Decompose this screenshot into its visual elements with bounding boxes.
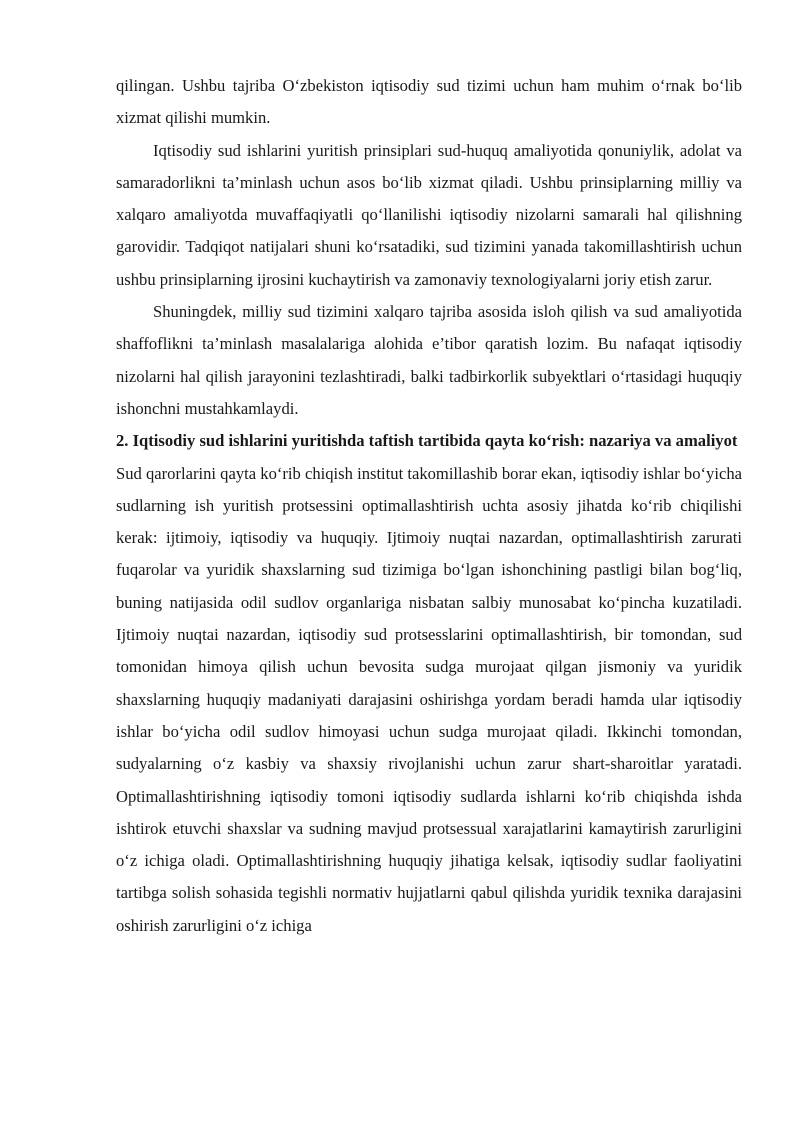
paragraph-reform: Shuningdek, milliy sud tizimini xalqaro tajriba asosida isloh qilish va sud amaliyotida shaffoflikni ta’minlash masalalariga alohida e’tibor qaratish lozim. Bu nafaqat iqtisodiy nizolarni hal qilish jarayonini tezlashtiradi, balki tadbirkorlik subyektlari o‘rtasidagi huquqiy ishonchni mustahkamlaydi. [116, 302, 742, 418]
document-page [116, 70, 742, 942]
paragraph-continuation: qilingan. Ushbu tajriba O‘zbekiston iqtisodiy sud tizimi uchun ham muhim o‘rnak bo‘lib xizmat qilishi mumkin. [116, 76, 742, 128]
paragraph-section-body: Sud qarorlarini qayta ko‘rib chiqish institut takomillashib borar ekan, iqtisodiy ishlar bo‘yicha sudlarning ish yuritish protsessini optimallashtirish uchta asosiy jihatda ko‘rib chiqilishi kerak: ijtimoiy, iqtisodiy va huquqiy. Ijtimoiy nuqtai nazardan, optimallashtirish zarurati fuqarolar va yuridik shaxslarning sud tizimiga bo‘lgan ishonchining pastligi bilan bog‘liq, buning natijasida odil sudlov organlariga nisbatan salbiy munosabat ko‘pincha kuzatiladi. Ijtimoiy nuqtai nazardan, iqtisodiy sud protsesslarini optimallashtirish, bir tomondan, sud tomonidan himoya qilish uchun bevosita sudga murojaat qilgan jismoniy va yuridik shaxslarning huquqiy madaniyati darajasini oshirishga yordam beradi hamda ular iqtisodiy ishlar bo‘yicha odil sudlov himoyasi uchun sudga murojaat qiladi. Ikkinchi tomondan, sudyalarning o‘z kasbiy va shaxsiy rivojlanishi uchun zarur shart-sharoitlar yaratadi. Optimallashtirishning iqtisodiy tomoni iqtisodiy sudlarda ishlarni ko‘rib chiqishda ishda ishtirok etuvchi shaxslar va sudning mavjud protsessual xarajatlarini kamaytirish zarurligini o‘z ichiga oladi. Optimallashtirishning huquqiy jihatiga kelsak, iqtisodiy sudlar faoliyatini tartibga solish sohasida tegishli normativ hujjatlarni qabul qilishda yuridik texnika darajasini oshirish zarurligini o‘z ichiga [116, 463, 742, 935]
paragraph-principles: Iqtisodiy sud ishlarini yuritish prinsiplari sud-huquq amaliyotida qonuniylik, adolat va samaradorlikni ta’minlash uchun asos bo‘lib xizmat qiladi. Ushbu prinsiplarning milliy va xalqaro amaliyotda muvaffaqiyatli qo‘llanilishi iqtisodiy nizolarni samarali hal qilishning garovidir. Tadqiqot natijalari shuni ko‘rsatadiki, sud tizimini yanada takomillashtirish uchun ushbu prinsiplarning ijrosini kuchaytirish va zamonaviy texnologiyalarni joriy etish zarur. [116, 140, 742, 289]
section-heading: 2. Iqtisodiy sud ishlarini yuritishda taftish tartibida qayta ko‘rish: nazariya va amaliyot [116, 431, 738, 451]
